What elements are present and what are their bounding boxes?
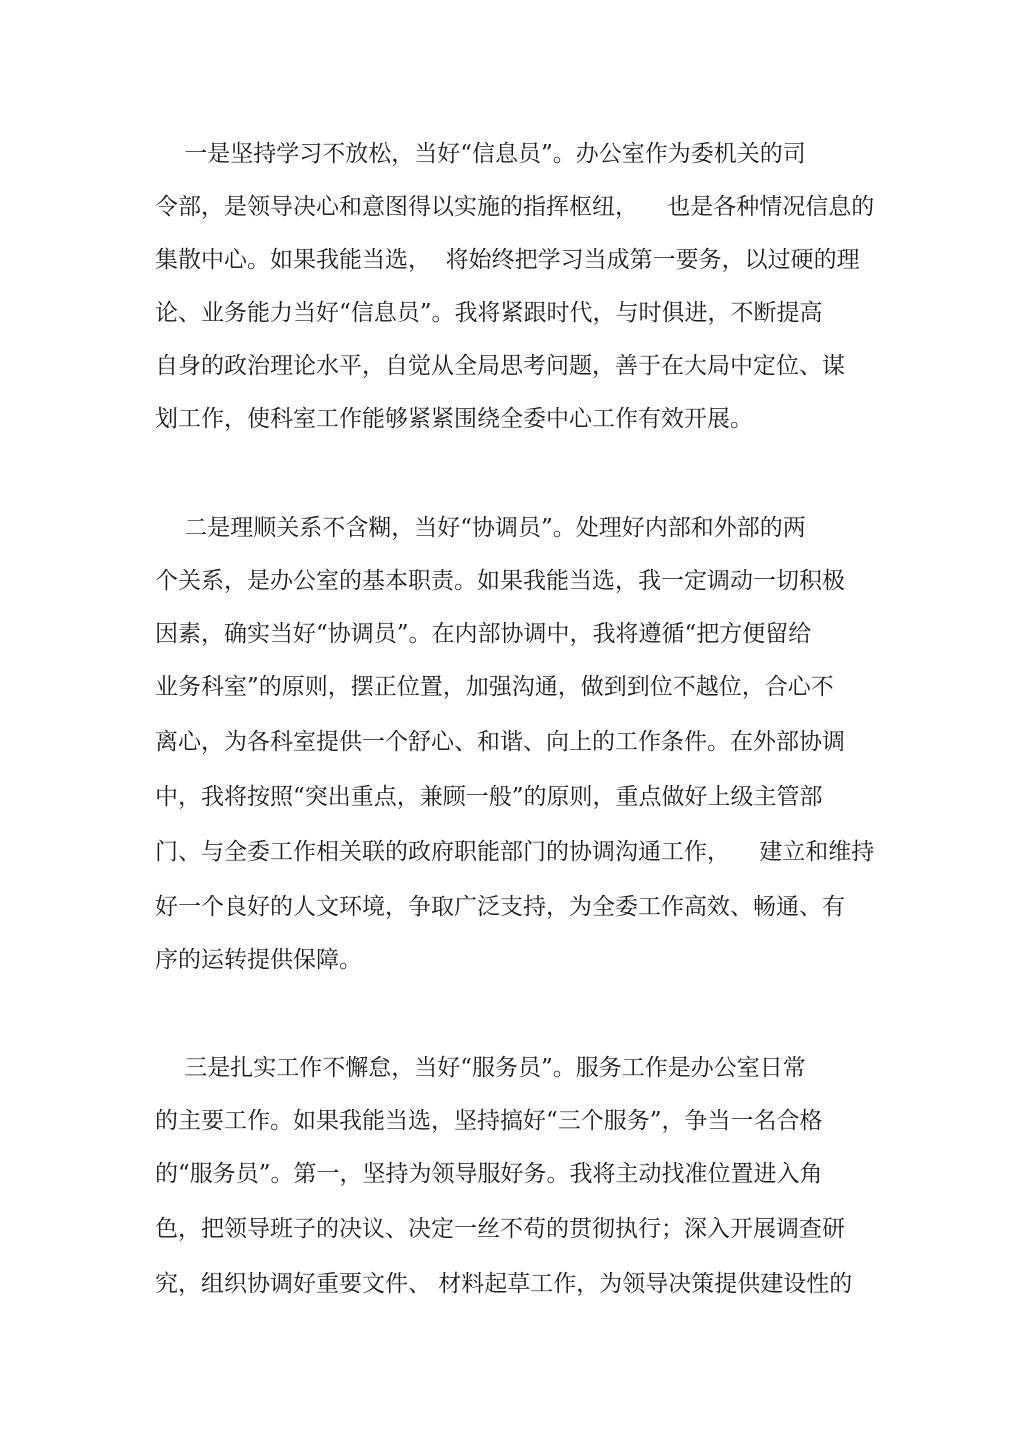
paragraph-3-line-4: 色，把领导班子的决议、决定一丝不苟的贯彻执行；深入开展调查研 (155, 1216, 845, 1242)
paragraph-1-line-6: 划工作，使科室工作能够紧紧围绕全委中心工作有效开展。 (155, 406, 753, 432)
paragraph-2-line-7: 门、与全委工作相关联的政府职能部门的协调沟通工作， 建立和维持 (155, 839, 875, 865)
paragraph-1-line-3: 集散中心。如果我能当选， 将始终把学习当成第一要务，以过硬的理 (155, 247, 860, 273)
paragraph-3-line-3: 的“服务员”。第一，坚持为领导服好务。我将主动找准位置进入角 (155, 1161, 823, 1187)
paragraph-1-line-5: 自身的政治理论水平，自觉从全局思考问题，善于在大局中定位、谋 (155, 353, 845, 379)
paragraph-2-line-4: 业务科室”的原则，摆正位置，加强沟通，做到到位不越位，合心不 (155, 674, 834, 700)
paragraph-2-line-3: 因素，确实当好“协调员”。在内部协调中，我将遵循“把方便留给 (155, 621, 812, 647)
paragraph-3-line-5: 究，组织协调好重要文件、 材料起草工作，为领导决策提供建设性的 (155, 1271, 853, 1297)
paragraph-2-line-1: 二是理顺关系不含糊，当好“协调员”。处理好内部和外部的两 (155, 515, 806, 541)
paragraph-2-line-9: 序的运转提供保障。 (155, 947, 362, 973)
paragraph-2-line-5: 离心，为各科室提供一个舒心、和谐、向上的工作条件。在外部协调 (155, 729, 845, 755)
paragraph-1-line-4: 论、业务能力当好“信息员”。我将紧跟时代，与时俱进，不断提高 (155, 300, 823, 326)
paragraph-3-line-2: 的主要工作。如果我能当选，坚持搞好“三个服务”，争当一名合格 (155, 1108, 823, 1134)
paragraph-2-line-6: 中，我将按照“突出重点，兼顾一般”的原则，重点做好上级主管部 (155, 784, 823, 810)
paragraph-3-line-1: 三是扎实工作不懈怠，当好“服务员”。服务工作是办公室日常 (155, 1055, 806, 1081)
paragraph-1-line-1: 一是坚持学习不放松，当好“信息员”。办公室作为委机关的司 (155, 141, 806, 167)
paragraph-2-line-2: 个关系，是办公室的基本职责。如果我能当选，我一定调动一切积极 (155, 568, 845, 594)
paragraph-2-line-8: 好一个良好的人文环境，争取广泛支持，为全委工作高效、畅通、有 (155, 894, 845, 920)
paragraph-1-line-2: 令部，是领导决心和意图得以实施的指挥枢纽， 也是各种情况信息的 (155, 194, 875, 220)
